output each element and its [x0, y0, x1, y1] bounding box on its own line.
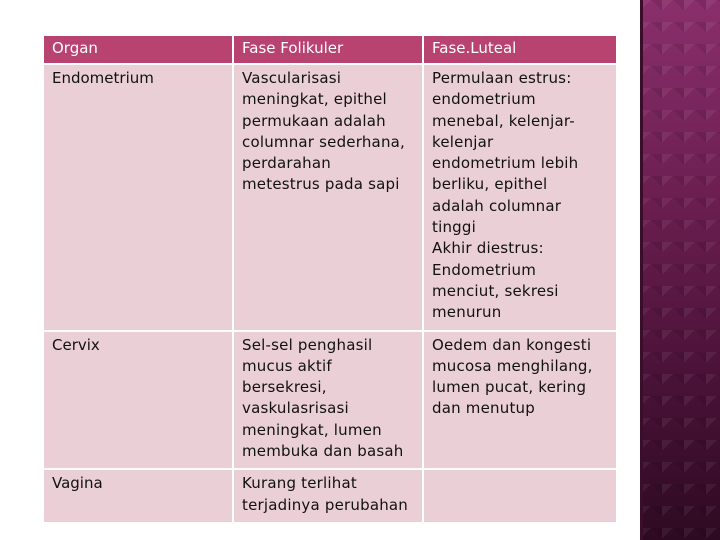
cell-folikuler: [233, 331, 423, 470]
cell-line: Kurang terlihat: [242, 474, 357, 493]
cell-line: Oedem dan kongesti: [432, 335, 592, 354]
cell-line: tinggi: [432, 218, 476, 237]
cell-line: mucus aktif: [242, 356, 332, 375]
cell-line: bersekresi,: [242, 378, 327, 397]
cell-line: endometrium lebih: [432, 154, 579, 173]
table-row: [43, 64, 617, 331]
header-fase-luteal: Fase.Luteal: [423, 35, 617, 64]
cell-organ: Endometrium: [43, 64, 233, 331]
cell-luteal: [423, 331, 617, 470]
cell-line: endometrium: [432, 90, 536, 109]
cell-line: terjadinya perubahan: [242, 495, 409, 514]
cell-line: meningkat, epithel: [242, 90, 387, 109]
cell-folikuler: [233, 64, 423, 331]
cell-folikuler: [233, 469, 423, 523]
cell-line: columnar sederhana,: [242, 132, 406, 151]
decorative-side-panel: [640, 0, 720, 540]
cell-line: dan menutup: [432, 399, 535, 418]
cell-line: permukaan adalah: [242, 111, 386, 130]
cell-line: meningkat, lumen: [242, 420, 382, 439]
cell-line: Permulaan estrus:: [432, 69, 572, 87]
cell-line: Endometrium: [432, 260, 537, 279]
table-row: [43, 331, 617, 470]
header-organ: Organ: [43, 35, 233, 64]
table-header-row: [43, 35, 617, 64]
cell-luteal: [423, 469, 617, 523]
cell-line: Vascularisasi: [242, 69, 342, 87]
cell-line: menebal, kelenjar-: [432, 111, 575, 130]
header-fase-folikuler: Fase Folikuler: [233, 35, 423, 64]
cell-luteal: [423, 64, 617, 331]
cell-line: menurun: [432, 303, 502, 322]
cell-line: perdarahan: [242, 154, 331, 173]
cell-line: metestrus pada sapi: [242, 175, 400, 194]
cell-line: lumen pucat, kering: [432, 378, 587, 397]
cell-line: Sel-sel penghasil: [242, 335, 373, 354]
cell-line: berliku, epithel: [432, 175, 548, 194]
cell-line: vaskulasrisasi: [242, 399, 349, 418]
cell-line: kelenjar: [432, 132, 494, 151]
comparison-table: [42, 34, 618, 524]
cell-line: adalah columnar: [432, 196, 562, 215]
cell-line: mucosa menghilang,: [432, 356, 593, 375]
comparison-table-container: [42, 34, 616, 524]
cell-organ: Vagina: [43, 469, 233, 523]
table-row: [43, 469, 617, 523]
cell-line: membuka dan basah: [242, 442, 404, 461]
cell-organ: Cervix: [43, 331, 233, 470]
cell-line: menciut, sekresi: [432, 281, 559, 300]
cell-line: Akhir diestrus:: [432, 239, 544, 258]
